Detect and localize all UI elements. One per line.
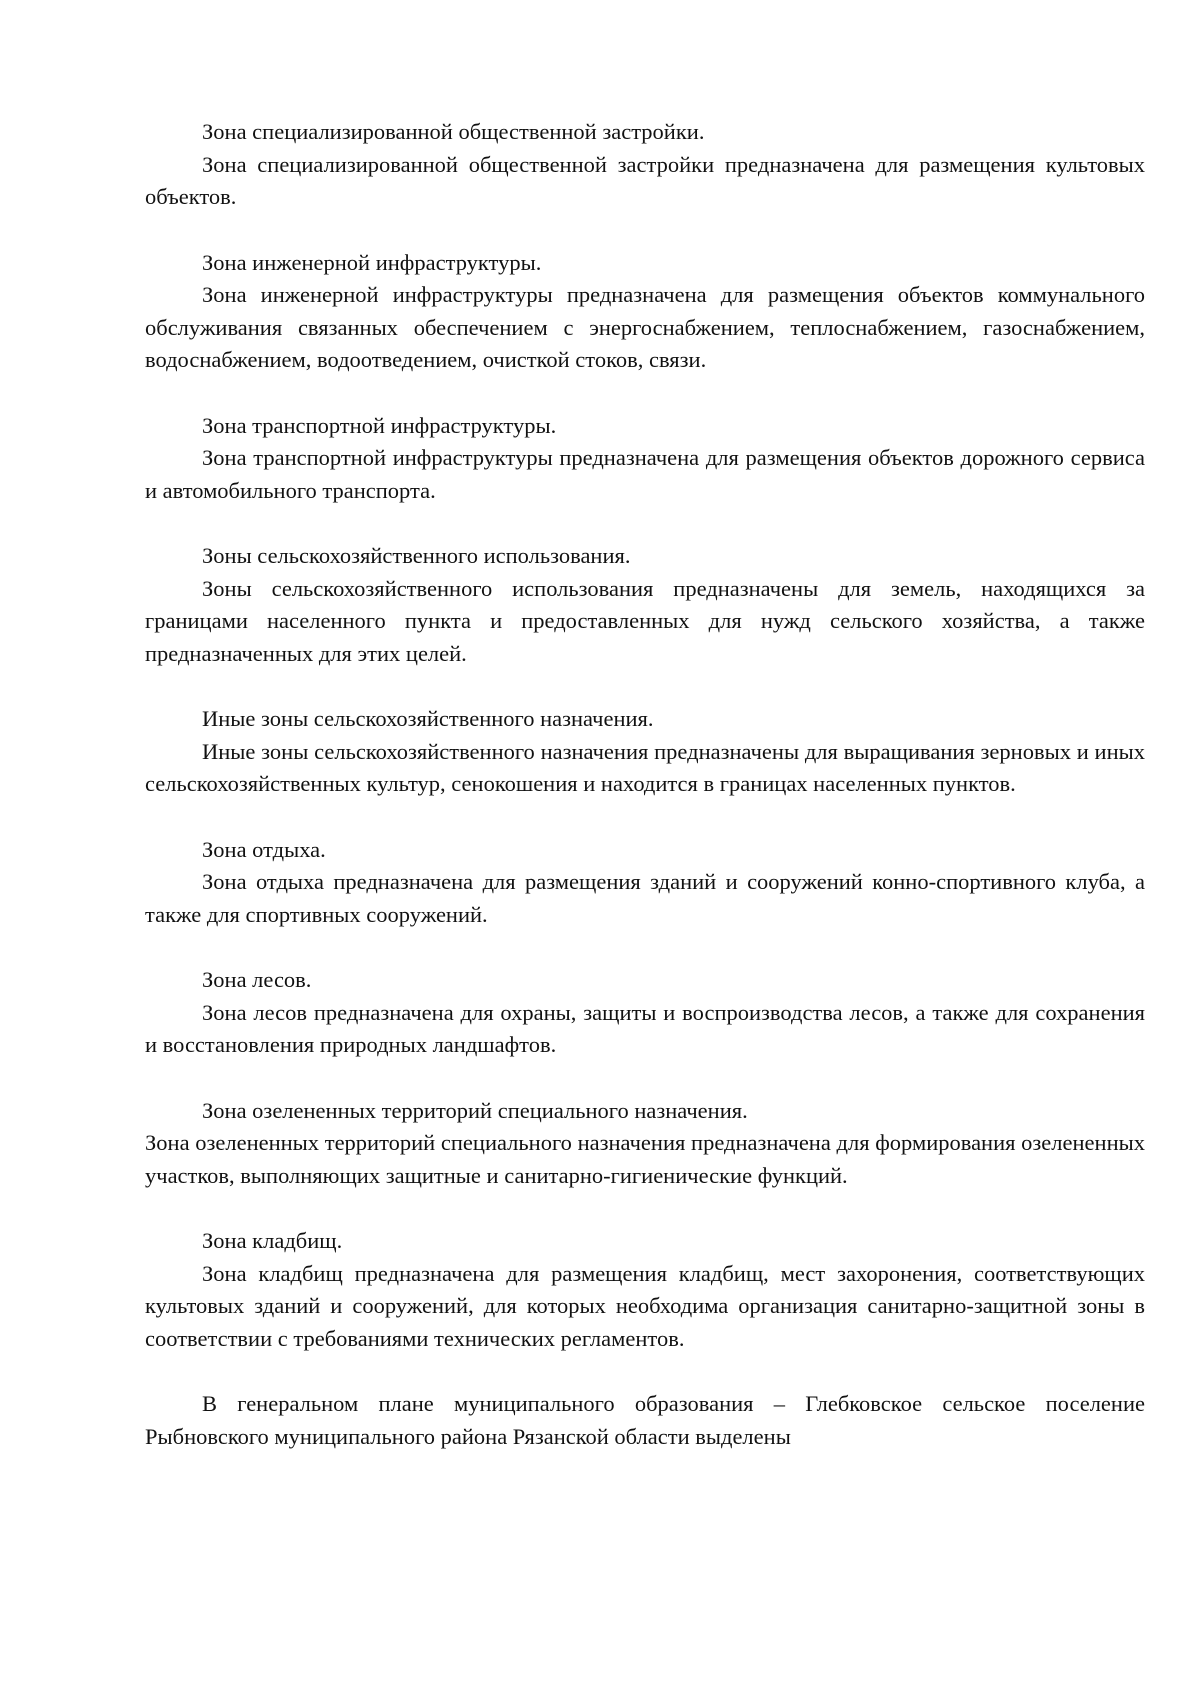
section-other-agricultural-zones [145,703,1145,801]
section-body: Зона специализированной общественной застройки предназначена для размещения культовых объектов. [145,151,1145,209]
section-heading: Иные зоны сельскохозяйственного назначения. [202,706,654,731]
section-agricultural-use-zones [145,540,1145,670]
section-heading: Зона инженерной инфраструктуры. [202,249,542,275]
section-recreation-zone [145,834,1145,932]
section-heading: Зоны сельскохозяйственного использования. [202,543,631,568]
section-forest-zone [145,964,1145,1062]
section-heading: Зона кладбищ. [202,1228,343,1253]
section-heading: Зона транспортной инфраструктуры. [202,412,557,438]
section-engineering-infrastructure-zone [145,247,1145,377]
section-transport-infrastructure-zone [145,410,1145,508]
document-page [145,116,1145,1453]
section-heading: Зона озелененных территорий специального назначения. [202,1097,748,1123]
section-heading: Зона специализированной общественной застройки. [202,119,705,144]
closing-paragraph: В генеральном плане муниципального образования – Глебковское сельское поселение Рыбновского муниципального района Рязанской области выделены [145,1391,1145,1449]
section-heading: Зона лесов. [202,967,312,992]
section-specialized-public-zone [145,116,1145,214]
section-body: Иные зоны сельскохозяйственного назначения предназначены для выращивания зерновых и иных сельскохозяйственных культур, сенокошения и находится в границах населенных пунктов. [145,738,1145,796]
section-body: Зоны сельскохозяйственного использования предназначены для земель, находящихся за границами населенного пункта и предоставленных для нужд сельского хозяйства, а также предназначенных для этих целей. [145,575,1145,666]
section-body: Зона кладбищ предназначена для размещения кладбищ, мест захоронения, соответствующих культовых зданий и сооружений, для которых необходима организация санитарно-защитной зоны в соответствии с требованиями технических регламентов. [145,1260,1145,1351]
section-body: Зона озелененных территорий специального назначения предназначена для формирования озелененных участков, выполняющих защитные и санитарно-гигиенические функций. [145,1130,1145,1188]
section-body: Зона отдыха предназначена для размещения зданий и сооружений конно-спортивного клуба, а также для спортивных сооружений. [145,869,1145,927]
section-cemetery-zone [145,1225,1145,1355]
section-body: Зона лесов предназначена для охраны, защиты и воспроизводства лесов, а также для сохранения и восстановления природных ландшафтов. [145,999,1145,1057]
section-body: Зона инженерной инфраструктуры предназначена для размещения объектов коммунального обслуживания связанных обеспечением с энергоснабжением, теплоснабжением, газоснабжением, водоснабжением, водоотведением, очисткой стоков, связи. [145,282,1145,372]
section-body: Зона транспортной инфраструктуры предназначена для размещения объектов дорожного сервиса и автомобильного транспорта. [145,445,1145,503]
section-heading: Зона отдыха. [202,836,326,862]
section-green-areas-zone [145,1095,1145,1193]
